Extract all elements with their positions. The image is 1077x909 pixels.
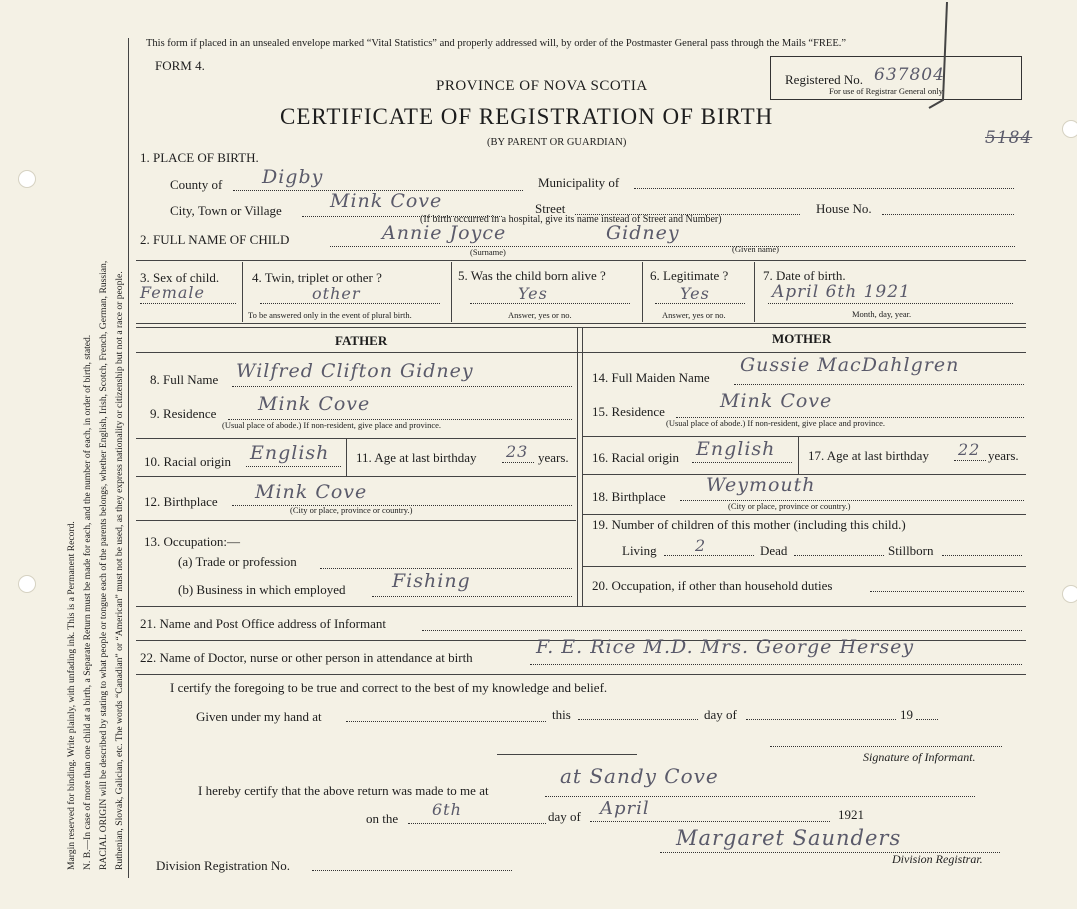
- mother-birthplace: Weymouth: [706, 474, 816, 496]
- father-name: Wilfred Clifton Gidney: [236, 360, 474, 382]
- corner-mark: 5184: [985, 128, 1033, 148]
- binding-hole: [18, 170, 36, 188]
- surname-note: (Surname): [470, 247, 506, 257]
- sex-value: Female: [140, 283, 205, 302]
- alive-label: 5. Was the child born alive ?: [458, 268, 606, 283]
- twin-label: 4. Twin, triplet or other ?: [252, 270, 382, 285]
- city-label: City, Town or Village: [170, 203, 282, 218]
- year-prefix: 19: [900, 707, 913, 722]
- city-value: Mink Cove: [330, 190, 443, 212]
- father-age-label: 11. Age at last birthday: [356, 450, 477, 465]
- father-age: 23: [506, 442, 529, 461]
- mother-age: 22: [958, 440, 981, 459]
- trade-label: (a) Trade or profession: [178, 554, 297, 569]
- form-number: FORM 4.: [155, 58, 205, 73]
- binding-hole: [1062, 585, 1077, 603]
- house-label: House No.: [816, 201, 872, 216]
- margin-note: Margin reserved for binding. Write plainly, with unfading ink. This is a Permanent Record.: [66, 521, 77, 870]
- on-the-label: on the: [366, 811, 399, 826]
- mother-name: Gussie MacDahlgren: [740, 354, 960, 376]
- twin-note: To be answered only in the event of plural birth.: [248, 310, 412, 320]
- father-header: FATHER: [335, 333, 388, 348]
- mother-residence: Mink Cove: [720, 390, 833, 412]
- father-birthplace: Mink Cove: [255, 481, 368, 503]
- twin-value: other: [312, 284, 361, 303]
- given-name-note: (Given name): [732, 244, 779, 254]
- mother-residence-note: (Usual place of abode.) If non-resident, give place and province.: [666, 418, 886, 428]
- division-no-label: Division Registration No.: [156, 858, 290, 873]
- sex-label: 3. Sex of child.: [140, 270, 220, 285]
- margin-note: Ruthenian, Slovak, Galician, etc. The words “Canadian” or “American” must not be used, as they express nationality or citizenship but not a race or people.: [114, 271, 125, 870]
- county-label: County of: [170, 177, 223, 192]
- registered-label: Registered No.: [785, 72, 863, 87]
- registrar-signature: Margaret Saunders: [676, 826, 902, 850]
- legitimate-value: Yes: [680, 284, 710, 303]
- registrar-month: April: [600, 798, 650, 819]
- father-name-label: 8. Full Name: [150, 372, 219, 387]
- doctor-value: F. E. Rice M.D. Mrs. George Hersey: [536, 636, 915, 658]
- province-heading: PROVINCE OF NOVA SCOTIA: [436, 78, 648, 94]
- certificate-title: CERTIFICATE OF REGISTRATION OF BIRTH: [280, 104, 774, 129]
- child-surname: Gidney: [606, 222, 680, 244]
- mother-racial: English: [696, 438, 776, 460]
- alive-note: Answer, yes or no.: [508, 310, 572, 320]
- date-label: 7. Date of birth.: [763, 268, 846, 283]
- father-years-label: years.: [538, 450, 569, 465]
- date-value: April 6th 1921: [772, 282, 911, 302]
- father-residence-note: (Usual place of abode.) If non-resident, give place and province.: [222, 420, 442, 430]
- father-residence: Mink Cove: [258, 393, 371, 415]
- hospital-note: (If birth occurred in a hospital, give its name instead of Street and Number): [420, 214, 722, 225]
- pen-stroke: [925, 0, 955, 112]
- father-birthplace-label: 12. Birthplace: [144, 494, 218, 509]
- informant-signature-label: Signature of Informant.: [863, 750, 976, 764]
- registrar-year: 1921: [838, 807, 864, 822]
- margin-note: N. B.—In case of more than one child at a birth, a Separate Return must be made for each, and the number of each, in order of birth, stated.: [82, 334, 93, 870]
- child-given-name: Annie Joyce: [382, 222, 507, 244]
- mother-occupation-label: 20. Occupation, if other than household duties: [592, 578, 833, 593]
- registrar-day: 6th: [432, 800, 462, 819]
- registrar-note: For use of Registrar General only.: [829, 86, 945, 96]
- day-of-label: day of: [704, 707, 737, 722]
- binding-hole: [18, 575, 36, 593]
- mother-birthplace-label: 18. Birthplace: [592, 489, 666, 504]
- place-label: 1. PLACE OF BIRTH.: [140, 150, 259, 165]
- mother-header: MOTHER: [772, 331, 832, 346]
- child-name-label: 2. FULL NAME OF CHILD: [140, 232, 290, 247]
- father-birthplace-note: (City or place, province or country.): [290, 505, 413, 515]
- alive-value: Yes: [518, 284, 548, 303]
- postal-notice: This form if placed in an unsealed envelope marked “Vital Statistics” and properly addressed will, by order of the Postmaster General pass through the Mails “FREE.”: [146, 38, 847, 49]
- dead-label: Dead: [760, 543, 788, 558]
- registrar-day-of-label: day of: [548, 809, 581, 824]
- living-value: 2: [695, 536, 707, 555]
- father-business: Fishing: [392, 570, 471, 592]
- mother-residence-label: 15. Residence: [592, 404, 665, 419]
- father-occupation-label: 13. Occupation:—: [144, 534, 241, 549]
- county-value: Digby: [262, 166, 324, 188]
- division-registrar-label: Division Registrar.: [892, 852, 983, 866]
- mother-birthplace-note: (City or place, province or country.): [728, 501, 851, 511]
- doctor-label: 22. Name of Doctor, nurse or other person in attendance at birth: [140, 650, 473, 665]
- father-racial: English: [250, 442, 330, 464]
- registrar-place: at Sandy Cove: [560, 764, 719, 788]
- business-label: (b) Business in which employed: [178, 582, 346, 597]
- children-label: 19. Number of children of this mother (including this child.): [592, 517, 906, 532]
- street-label: Street: [535, 201, 566, 216]
- certificate-subtitle: (BY PARENT OR GUARDIAN): [487, 137, 627, 148]
- date-note: Month, day, year.: [852, 309, 912, 319]
- registered-number: 637804: [874, 65, 945, 85]
- informant-label: 21. Name and Post Office address of Informant: [140, 616, 386, 631]
- father-residence-label: 9. Residence: [150, 406, 217, 421]
- municipality-label: Municipality of: [538, 175, 620, 190]
- father-racial-label: 10. Racial origin: [144, 454, 232, 469]
- binding-hole: [1062, 120, 1077, 138]
- legitimate-label: 6. Legitimate ?: [650, 268, 729, 283]
- certify-text: I certify the foregoing to be true and correct to the best of my knowledge and belief.: [170, 680, 608, 695]
- margin-note: RACIAL ORIGIN will be described by stating to what people or tongue each of the parents belongs, whether English, Irish, Scotch, French, German, Russian,: [98, 260, 109, 870]
- mother-racial-label: 16. Racial origin: [592, 450, 680, 465]
- registration-box: [770, 56, 1022, 100]
- living-label: Living: [622, 543, 657, 558]
- mother-years-label: years.: [988, 448, 1019, 463]
- legitimate-note: Answer, yes or no.: [662, 310, 726, 320]
- margin-rule: [128, 38, 129, 878]
- mother-name-label: 14. Full Maiden Name: [592, 370, 710, 385]
- given-under-label: Given under my hand at: [196, 709, 322, 724]
- mother-age-label: 17. Age at last birthday: [808, 448, 929, 463]
- this-label: this: [552, 707, 571, 722]
- registrar-certify-text: I hereby certify that the above return was made to me at: [198, 783, 489, 798]
- stillborn-label: Stillborn: [888, 543, 934, 558]
